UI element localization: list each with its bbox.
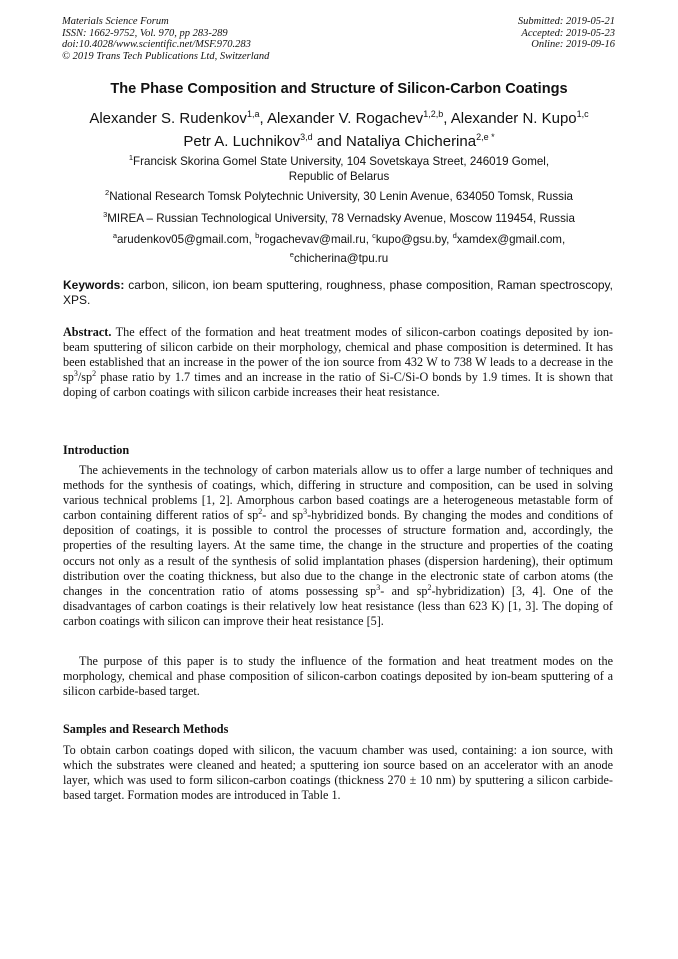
paper-title: The Phase Composition and Structure of Silicon-Carbon Coatings	[110, 81, 568, 97]
author-name: Alexander V. Rogachev	[266, 110, 424, 127]
journal-name: Materials Science Forum	[62, 16, 169, 27]
section-heading-introduction: Introduction	[63, 443, 130, 457]
affiliation-text-continued: Republic of Belarus	[288, 170, 390, 184]
email-address[interactable]: arudenkov05@gmail.com,	[116, 232, 256, 246]
affiliation-number: 1	[128, 153, 134, 162]
email-list	[0, 228, 678, 267]
keywords-label: Keywords:	[63, 278, 125, 292]
paragraph-text: The achievements in the technology of carbon materials allow us to offer a large number of techniques and methods for the synthesis of coatings, which, differing in structure and composition, can be used in solving various technical problems [1, 2]. Amorphous carbon based coatings are a heterogeneous metastable form of carbon containing different ratios of sp	[63, 463, 613, 523]
introduction-paragraph-1	[63, 463, 613, 629]
introduction-paragraph-2: The purpose of this paper is to study the influence of the formation and heat treatment modes on the morphology, chemical and phase composition of silicon-carbon coatings deposited by ion-beam sputtering of a silicon carbide-based target.	[63, 654, 613, 699]
paragraph-text: -hybridization) [3, 4]. One of the disadvantages of carbon coatings is their relatively low heat resistance (less than 623 K) [1, 3]. The doping of carbon coatings with silicon can improve their heat resistance [5].	[63, 583, 613, 628]
abstract-sup: 2	[92, 369, 97, 379]
paragraph-text: - and sp	[380, 583, 428, 598]
samples-paragraph-1: To obtain carbon coatings doped with silicon, the vacuum chamber was used, containing: a ion source, with which the substrates were cleaned and heated; a sputtering ion source based on an accelerator with an anode layer, which was used to form silicon-carbon coatings (thickness 270 ± 10 nm) by sputtering a silicon carbide-based target. Formation modes are introduced in Table 1.	[63, 743, 613, 803]
affiliation-number: 2	[105, 188, 110, 197]
online-date: Online: 2019-09-16	[531, 39, 615, 50]
email-sup: b	[255, 231, 260, 240]
copyright-line: © 2019 Trans Tech Publications Ltd, Switzerland	[62, 50, 270, 62]
issn-line: ISSN: 1662-9752, Vol. 970, pp 283-289	[62, 27, 228, 39]
author-affiliation-sup: 1,a	[246, 109, 260, 119]
keywords	[63, 278, 613, 308]
author-line-2	[0, 128, 678, 151]
affiliation-2	[0, 185, 678, 204]
affiliation-number: 3	[103, 210, 108, 219]
section-heading-samples: Samples and Research Methods	[63, 722, 229, 736]
submitted-date: Submitted: 2019-05-21	[517, 16, 615, 27]
email-sup: a	[112, 231, 117, 240]
author-affiliation-sup: 2,e *	[476, 132, 495, 142]
email-address[interactable]: kupo@gsu.by,	[375, 232, 453, 246]
email-address[interactable]: rogachevav@mail.ru,	[259, 232, 373, 246]
abstract-label: Abstract.	[63, 325, 112, 339]
paragraph-sup: 2	[258, 507, 263, 517]
abstract-text: The effect of the formation and heat treatment modes of silicon-carbon coatings deposited by ion-beam sputtering of silicon carbide on their morphology, chemical and phase composition is determined. It has been established that an increase in the power of the ion source from 432 W to 738 W leads to a decrease in the sp	[63, 325, 613, 385]
journal-header-left	[62, 16, 269, 62]
author-list	[0, 105, 678, 151]
author-name: Petr A. Luchnikov	[183, 133, 301, 150]
author-affiliation-sup: 1,2,b	[423, 109, 444, 119]
affiliation-3	[0, 207, 678, 226]
author-separator: ,	[259, 110, 267, 127]
author-line-1	[0, 105, 678, 128]
paragraph-text: -hybridized bonds. By changing the modes and conditions of deposition of coatings, it is possible to control the processes of structure formation and, accordingly, the properties of the resulting layers. At the same time, the change in the structure and properties of the coating occurs not only as a result of the synthesis of solid implantation phases (dispersion hardening), their optimum distribution over the coating thickness, but also due to the change in the electronic state of carbon atoms (the changes in the concentration ratio of atoms possessing sp	[63, 508, 613, 598]
author-name: Nataliya Chicherina	[346, 133, 477, 150]
paragraph-sup: 3	[376, 582, 381, 592]
email-sup: e	[289, 250, 294, 260]
affiliation-text: MIREA – Russian Technological University, 78 Vernadsky Avenue, Moscow 119454, Russia	[107, 211, 575, 225]
abstract-sup: 3	[73, 369, 78, 379]
affiliation-1	[0, 150, 678, 185]
email-sup: d	[452, 231, 457, 240]
abstract-text: /sp	[77, 370, 93, 385]
author-affiliation-sup: 3,d	[300, 132, 313, 142]
email-sup: c	[372, 231, 376, 240]
paragraph-sup: 2	[427, 582, 432, 592]
email-address[interactable]: xamdex@gmail.com,	[456, 232, 566, 246]
keywords-text: carbon, silicon, ion beam sputtering, roughness, phase composition, Raman spectroscopy, XPS.	[63, 278, 613, 308]
author-affiliation-sup: 1,c	[576, 109, 589, 119]
paragraph-sup: 3	[303, 507, 308, 517]
journal-header-right	[518, 16, 615, 51]
affiliation-text: National Research Tomsk Polytechnic University, 30 Lenin Avenue, 634050 Tomsk, Russia	[109, 189, 573, 203]
paragraph-text: - and sp	[262, 508, 304, 523]
affiliation-text: Francisk Skorina Gomel State University, 104 Sovetskaya Street, 246019 Gomel,	[133, 154, 550, 168]
accepted-date: Accepted: 2019-05-23	[521, 27, 615, 39]
author-separator: ,	[443, 110, 451, 127]
author-separator: and	[312, 133, 347, 150]
author-name: Alexander S. Rudenkov	[89, 110, 247, 127]
abstract	[63, 325, 613, 400]
email-address[interactable]: chicherina@tpu.ru	[293, 252, 389, 266]
author-name: Alexander N. Kupo	[450, 110, 577, 127]
abstract-text: phase ratio by 1.7 times and an increase in the ratio of Si-C/Si-O bonds by 1.9 times. It is shown that doping of carbon coatings with silicon carbide increases their heat resistance.	[63, 370, 613, 400]
doi-line: doi:10.4028/www.scientific.net/MSF.970.283	[62, 39, 251, 50]
